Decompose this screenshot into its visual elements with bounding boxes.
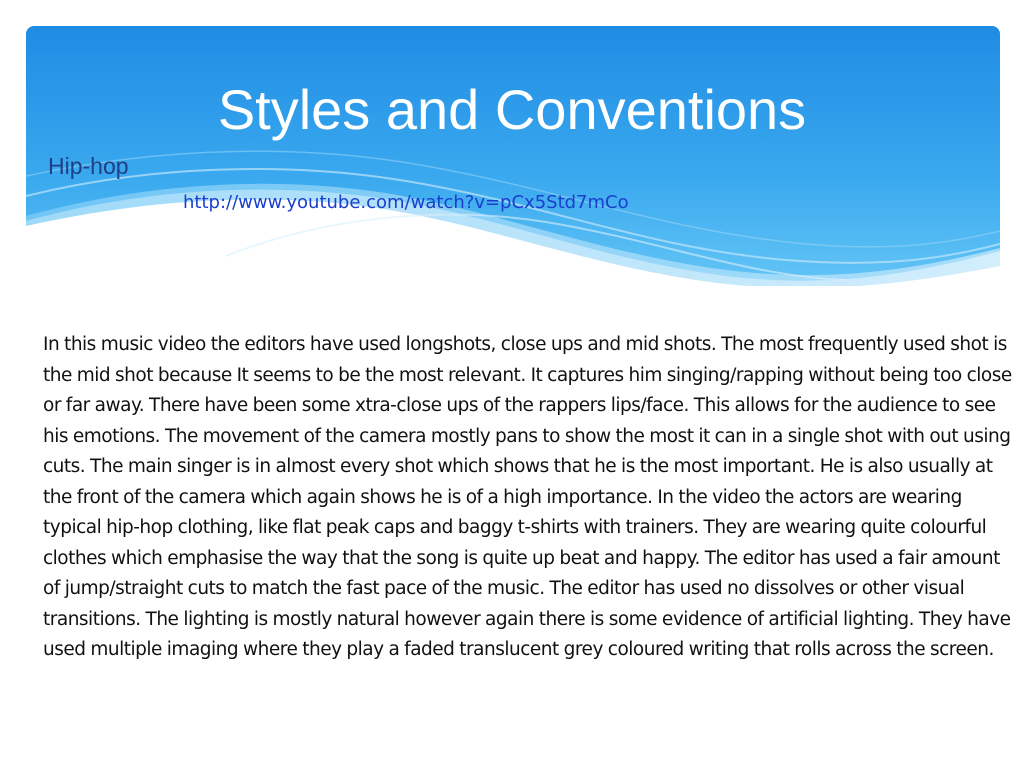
header-banner <box>26 26 1000 286</box>
wave-background <box>26 26 1000 286</box>
banner-fill <box>26 26 1000 281</box>
slide-subtitle: Hip-hop <box>48 153 129 179</box>
slide-title: Styles and Conventions <box>217 78 807 141</box>
youtube-link[interactable]: http://www.youtube.com/watch?v=pCx5Std7mCo <box>183 192 629 213</box>
body-paragraph: In this music video the editors have used longshots, close ups and mid shots. The most frequently used shot is the mid shot because It seems to be the most relevant. It captures him singing/rapping without being too close or far away. There have been some xtra-close ups of the rappers lips/face. This allows for the audience to see his emotions. The movement of the camera mostly pans to show the most it can in a single shot with out using cuts. The main singer is in almost every shot which shows that he is the most important. He is also usually at the front of the camera which again shows he is of a high importance. In the video the actors are wearing typical hip-hop clothing, like flat peak caps and baggy t-shirts with trainers. They are wearing quite colourful clothes which emphasise the way that the song is quite up beat and happy. The editor has used a fair amount of jump/straight cuts to match the fast pace of the music. The editor has used no dissolves or other visual transitions. The lighting is mostly natural however again there is some evidence of artificial lighting. They have used multiple imaging where they play a faded translucent grey coloured writing that rolls across the screen. <box>43 334 1012 660</box>
